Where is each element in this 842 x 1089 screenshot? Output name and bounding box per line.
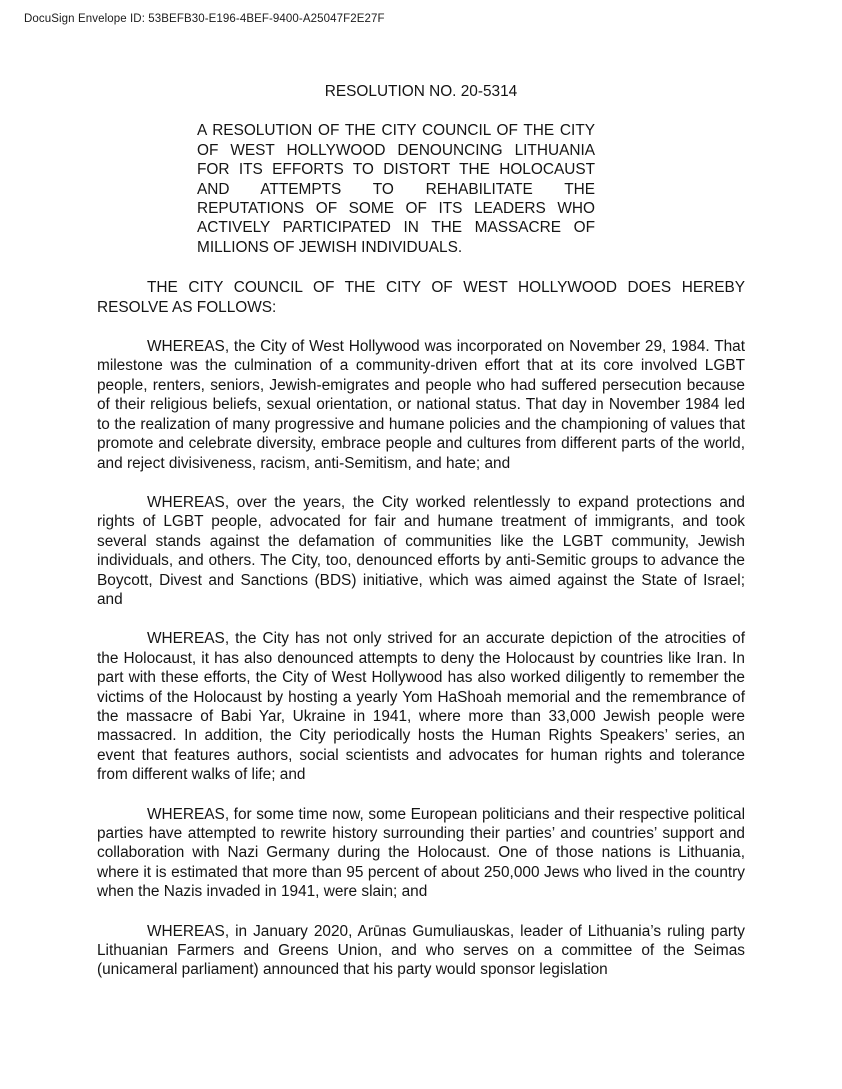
whereas-paragraph-1: WHEREAS, the City of West Hollywood was incorporated on November 29, 1984. That milestone was the culmination of a community-driven effort that at its core involved LGBT people, renters, seniors, Jewish-emigrates and people who had suffered persecution because of their religious beliefs, sexual orientation, or national status. That day in November 1984 led to the realization of many progressive and humane policies and the championing of values that promote and celebrate diversity, embrace people and cultures from different parts of the world, and reject divisiveness, racism, anti-Semitism, and hate; and — [97, 338, 745, 472]
resolution-number-title: RESOLUTION NO. 20-5314 — [324, 83, 518, 100]
resolution-body — [97, 82, 745, 1000]
whereas-paragraph-5: WHEREAS, in January 2020, Arūnas Gumuliauskas, leader of Lithuania’s ruling party Lithuanian Farmers and Greens Union, and who serves on a committee of the Seimas (unicameral parliament) announced that his party would sponsor legislation — [97, 922, 745, 979]
resolution-preamble: THE CITY COUNCIL OF THE CITY OF WEST HOLLYWOOD DOES HEREBY RESOLVE AS FOLLOWS: — [97, 279, 745, 316]
resolution-title-block: A RESOLUTION OF THE CITY COUNCIL OF THE CITY OF WEST HOLLYWOOD DENOUNCING LITHUANIA FOR ITS EFFORTS TO DISTORT THE HOLOCAUST AND ATTEMPTS TO REHABILITATE THE REPUTATIONS OF SOME OF ITS LEADERS WHO ACTIVELY PARTICIPATED IN THE MASSACRE OF MILLIONS OF JEWISH INDIVIDUALS. — [197, 122, 595, 256]
whereas-paragraph-3: WHEREAS, the City has not only strived for an accurate depiction of the atrocities of the Holocaust, it has also denounced attempts to deny the Holocaust by countries like Iran. In part with these efforts, the City of West Hollywood has also worked diligently to remember the victims of the Holocaust by hosting a yearly Yom HaShoah memorial and the remembrance of the massacre of Babi Yar, Ukraine in 1941, where more than 33,000 Jewish people were massacred. In addition, the City periodically hosts the Human Rights Speakers’ series, an event that features authors, social scientists and advocates for human rights and tolerance from different walks of life; and — [97, 630, 745, 784]
whereas-paragraph-2: WHEREAS, over the years, the City worked relentlessly to expand protections and rights of LGBT people, advocated for fair and humane treatment of immigrants, and took several stands against the defamation of communities like the LGBT community, Jewish individuals, and others. The City, too, denounced efforts by anti-Semitic groups to advance the Boycott, Divest and Sanctions (BDS) initiative, which was aimed against the State of Israel; and — [97, 493, 745, 608]
docusign-envelope-id: DocuSign Envelope ID: 53BEFB30-E196-4BEF-9400-A25047F2E27F — [24, 13, 385, 25]
whereas-paragraph-4: WHEREAS, for some time now, some European politicians and their respective political parties have attempted to rewrite history surrounding their parties’ and countries’ support and collaboration with Nazi Germany during the Holocaust. One of those nations is Lithuania, where it is estimated that more than 95 percent of about 250,000 Jews who lived in the country when the Nazis invaded in 1941, were slain; and — [97, 805, 745, 901]
